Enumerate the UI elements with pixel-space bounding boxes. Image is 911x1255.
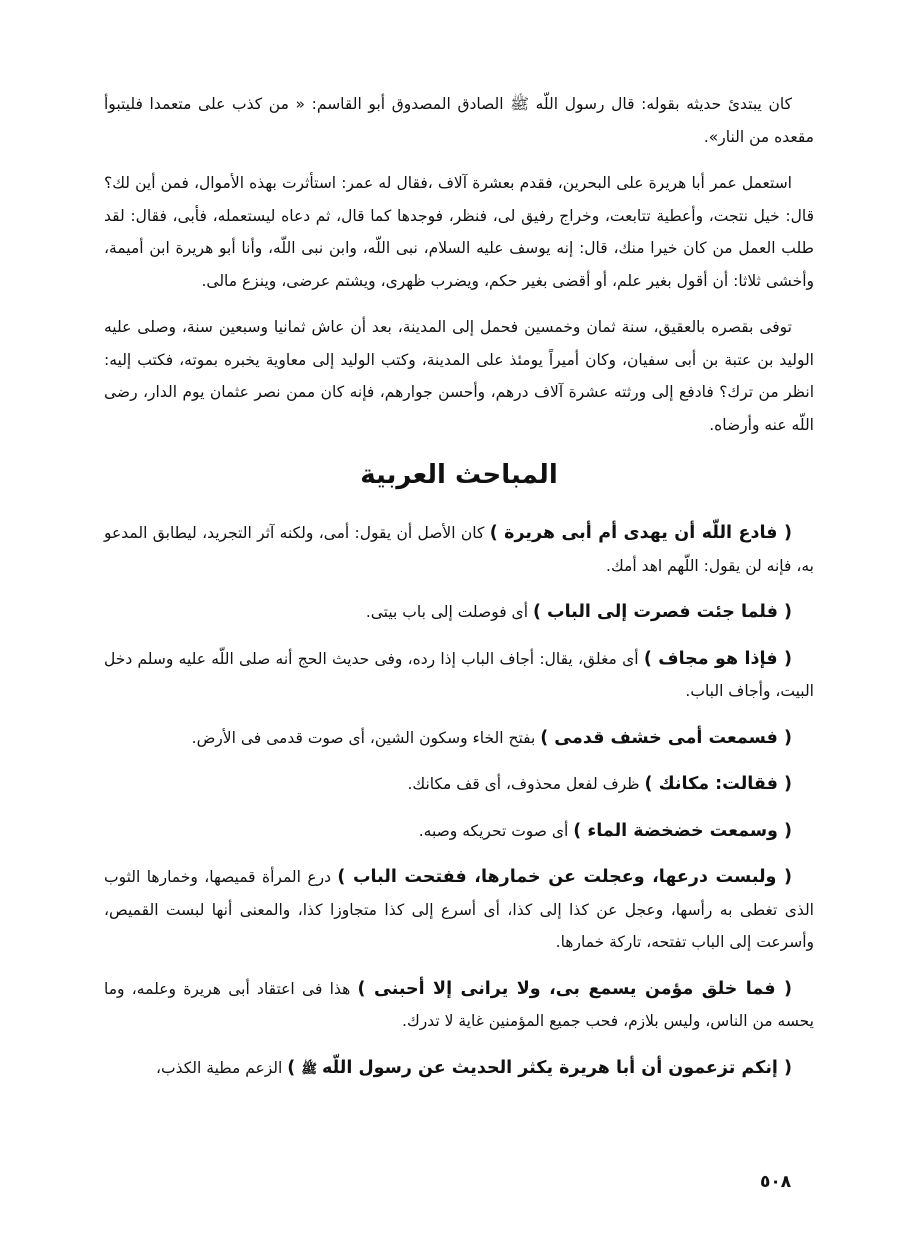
glossary-term: ( فإذا هو مجاف )	[643, 648, 792, 669]
honorific-glyph: ﷺ	[301, 1061, 318, 1077]
glossary-explanation: أى فوصلت إلى باب بيتى.	[365, 603, 533, 621]
glossary-explanation: الزعم مطية الكذب،	[156, 1058, 288, 1077]
glossary-entry	[104, 722, 814, 755]
glossary-entry	[104, 861, 814, 959]
glossary-term: ( فسمعت أمى خشف قدمى )	[540, 727, 792, 748]
body-paragraph: استعمل عمر أبا هريرة على البحرين، فقدم بعشرة آلاف ،فقال له عمر: استأثرت بهذه الأموال، فمن أين لك؟ قال: خيل نتجت، وأعطية تتابعت، وخراج رفيق لى، فنظر، فوجدها كما قال، ثم دعاه ليستعمله، فأبى، فقال: لقد طلب العمل من كان خيرا منك، قال: إنه يوسف عليه السلام، نبى اللّه، وابن نبى اللّه، وأنا أبو هريرة ابن أميمة، وأخشى ثلاثا: أن أقول بغير علم، أو أقضى بغير حكم، ويضرب ظهرى، ويشتم عرضى، وينزع مالى.	[104, 174, 814, 290]
glossary-explanation: أى مغلق، يقال: أجاف الباب إذا رده، وفى حديث الحج أنه صلى اللّه عليه وسلم دخل البيت، وأجاف الباب.	[104, 649, 814, 700]
glossary-entry	[104, 643, 814, 708]
glossary-explanation: هذا فى اعتقاد أبى هريرة وعلمه، وما يحسه من الناس، وليس بلازم، فحب جميع المؤمنين غاية لا تدرك.	[104, 979, 814, 1030]
body-paragraph: توفى بقصره بالعقيق، سنة ثمان وخمسين فحمل إلى المدينة، بعد أن عاش ثمانيا وسبعين سنة، وصلى عليه الوليد بن عتبة بن أبى سفيان، وكان أميراً يومئذ على المدينة، وكتب الوليد إلى معاوية يخبره بموته، فكتب إليه: انظر من ترك؟ فادفع إلى ورثته عشرة آلاف درهم، وأحسن جوارهم، فإنه كان ممن نصر عثمان يوم الدار، رضى اللّه عنه وأرضاه.	[104, 318, 814, 434]
glossary-entry	[104, 517, 814, 582]
glossary-term: ( وسمعت خضخضة الماء )	[573, 820, 792, 841]
glossary-term: ( فما خلق مؤمن يسمع بى، ولا يرانى إلا أحبنى )	[357, 978, 792, 999]
page-number: ٥٠٨	[760, 1172, 792, 1192]
glossary-term: ( ولبست درعها، وعجلت عن خمارها، ففتحت الباب )	[337, 867, 792, 887]
body-paragraph: كان يبتدئ حديثه بقوله: قال رسول اللّه ﷺ الصادق المصدوق أبو القاسم: « من كذب على متعمدا فليتبوأ مقعده من النار».	[104, 95, 814, 146]
glossary-explanation: ظرف لفعل محذوف، أى قف مكانك.	[407, 775, 645, 793]
glossary-explanation: أى صوت تحريكه وصبه.	[418, 821, 574, 840]
glossary-explanation: كان الأصل أن يقول: أمى، ولكنه آثر التجريد، ليطابق المدعو به، فإنه لن يقول: اللّهم اهد أمك.	[104, 524, 814, 575]
glossary-entry	[104, 815, 814, 848]
glossary-entry	[104, 1052, 814, 1087]
glossary-entry	[104, 973, 814, 1038]
glossary-entry	[104, 596, 814, 629]
glossary-entry	[104, 768, 814, 801]
glossary-term: ( فلما جئت فصرت إلى الباب )	[532, 602, 792, 622]
glossary-term-close: )	[287, 1057, 302, 1078]
section-heading: المباحث العربية	[360, 460, 558, 490]
page-body	[104, 88, 814, 1100]
glossary-explanation: درع المرأة قميصها، وخمارها الثوب الذى تغطى به رأسها، وعجل عن كذا إلى كذا، أى أسرع إلى كذا متجاوزا كذا، والمعنى أنها لبست القميص، وأسرعت إلى الباب تفتحه، تاركة خمارها.	[104, 868, 814, 951]
glossary-explanation: بفتح الخاء وسكون الشين، أى صوت قدمى فى الأرض.	[191, 728, 541, 747]
glossary-term: ( فقالت: مكانك )	[644, 774, 792, 794]
glossary-term: ( إنكم تزعمون أن أبا هريرة يكثر الحديث عن رسول اللّه	[322, 1057, 792, 1078]
glossary-term: ( فادع اللّه أن يهدى أم أبى هريرة )	[489, 523, 792, 543]
